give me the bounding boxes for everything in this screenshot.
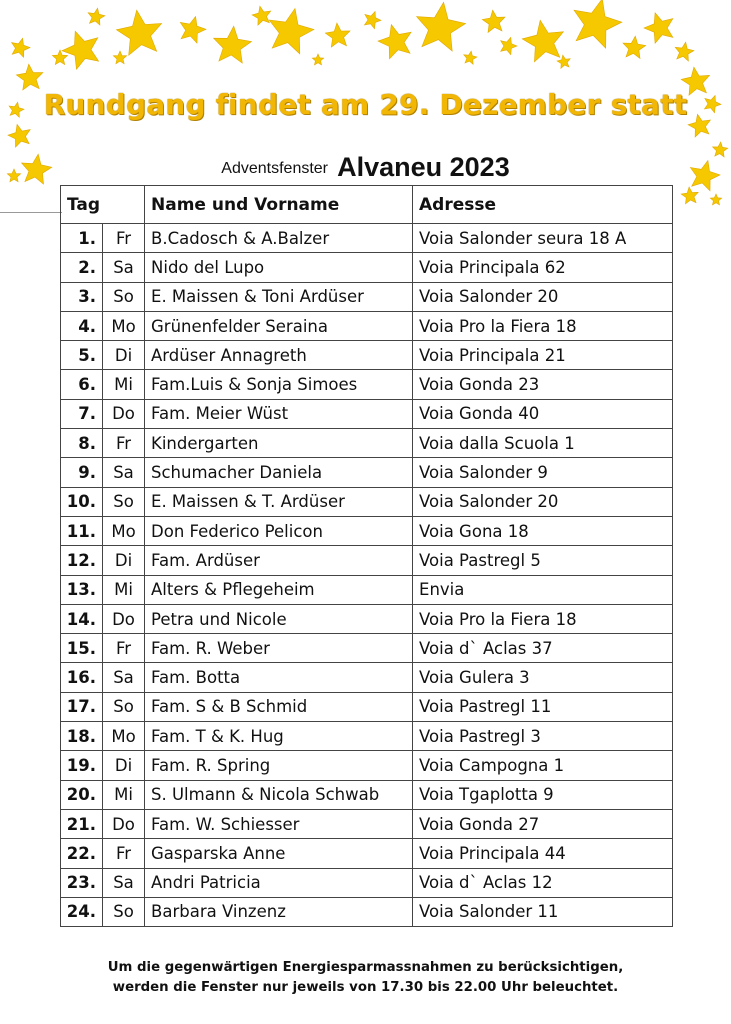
- weekday: Di: [103, 546, 145, 575]
- star-icon: [269, 9, 314, 54]
- star-icon: [574, 0, 622, 48]
- weekday: Sa: [103, 458, 145, 487]
- day-number: 3.: [61, 282, 103, 311]
- star-icon: [710, 194, 721, 205]
- host-name: Fam. Ardüser: [145, 546, 413, 575]
- host-address: Voia Salonder 20: [413, 487, 673, 516]
- subtitle-prefix: Adventsfenster: [221, 160, 329, 177]
- star-icon: [180, 17, 206, 44]
- host-address: Voia Pastregl 5: [413, 546, 673, 575]
- host-address: Voia Tgaplotta 9: [413, 780, 673, 809]
- weekday: Fr: [103, 429, 145, 458]
- day-number: 16.: [61, 663, 103, 692]
- star-icon: [62, 31, 99, 69]
- host-address: Voia Gonda 27: [413, 809, 673, 838]
- host-address: Voia dalla Scuola 1: [413, 429, 673, 458]
- header-name: Name und Vorname: [145, 186, 413, 224]
- host-address: Voia d` Aclas 37: [413, 634, 673, 663]
- host-name: Fam. T & K. Hug: [145, 722, 413, 751]
- footer-note: [0, 958, 731, 998]
- table-row: [61, 809, 673, 838]
- day-number: 18.: [61, 722, 103, 751]
- weekday: Fr: [103, 224, 145, 253]
- host-name: Don Federico Pelicon: [145, 516, 413, 545]
- star-icon: [365, 12, 382, 29]
- table-row: [61, 546, 673, 575]
- table-row: [61, 370, 673, 399]
- host-address: Envia: [413, 575, 673, 604]
- day-number: 9.: [61, 458, 103, 487]
- table-row: [61, 341, 673, 370]
- host-address: Voia Pastregl 3: [413, 722, 673, 751]
- day-number: 12.: [61, 546, 103, 575]
- star-icon: [8, 124, 30, 147]
- star-icon: [16, 64, 43, 90]
- weekday: So: [103, 282, 145, 311]
- weekday: Mi: [103, 370, 145, 399]
- day-number: 17.: [61, 692, 103, 721]
- host-address: Voia Pastregl 11: [413, 692, 673, 721]
- host-name: Fam. Botta: [145, 663, 413, 692]
- day-number: 10.: [61, 487, 103, 516]
- star-icon: [681, 187, 698, 204]
- day-number: 19.: [61, 751, 103, 780]
- weekday: So: [103, 487, 145, 516]
- table-header-row: [61, 186, 673, 224]
- host-address: Voia Pro la Fiera 18: [413, 311, 673, 340]
- table-row: [61, 663, 673, 692]
- star-icon: [644, 13, 673, 43]
- star-icon: [113, 51, 126, 64]
- header-address: Adresse: [413, 186, 673, 224]
- star-icon: [88, 8, 105, 25]
- table-row: [61, 253, 673, 282]
- weekday: So: [103, 897, 145, 926]
- weekday: Sa: [103, 253, 145, 282]
- host-address: Voia Gonda 40: [413, 399, 673, 428]
- table-row: [61, 487, 673, 516]
- table-row: [61, 282, 673, 311]
- host-name: Fam. Meier Wüst: [145, 399, 413, 428]
- host-name: Ardüser Annagreth: [145, 341, 413, 370]
- host-address: Voia Salonder 11: [413, 897, 673, 926]
- star-icon: [325, 23, 350, 47]
- host-name: B.Cadosch & A.Balzer: [145, 224, 413, 253]
- host-address: Voia Salonder 20: [413, 282, 673, 311]
- host-name: Andri Patricia: [145, 868, 413, 897]
- host-name: Grünenfelder Seraina: [145, 311, 413, 340]
- host-name: Fam.Luis & Sonja Simoes: [145, 370, 413, 399]
- weekday: Fr: [103, 634, 145, 663]
- page-title: [0, 152, 731, 183]
- table-row: [61, 839, 673, 868]
- star-icon: [252, 6, 271, 25]
- host-address: Voia Salonder seura 18 A: [413, 224, 673, 253]
- weekday: Mi: [103, 780, 145, 809]
- host-name: Schumacher Daniela: [145, 458, 413, 487]
- star-icon: [464, 51, 477, 64]
- table-row: [61, 224, 673, 253]
- day-number: 1.: [61, 224, 103, 253]
- footer-line-1: Um die gegenwärtigen Energiesparmassnahmen zu berücksichtigen,: [107, 960, 624, 975]
- star-icon: [417, 2, 466, 51]
- day-number: 11.: [61, 516, 103, 545]
- footer-line-2: werden die Fenster nur jeweils von 17.30 bis 22.00 Uhr beleuchtet.: [112, 980, 619, 995]
- day-number: 2.: [61, 253, 103, 282]
- weekday: Mo: [103, 516, 145, 545]
- host-name: Fam. R. Weber: [145, 634, 413, 663]
- day-number: 4.: [61, 311, 103, 340]
- day-number: 20.: [61, 780, 103, 809]
- weekday: Mo: [103, 722, 145, 751]
- host-address: Voia Gulera 3: [413, 663, 673, 692]
- divider-line: [0, 212, 62, 213]
- table-row: [61, 634, 673, 663]
- table-row: [61, 604, 673, 633]
- host-name: Petra und Nicole: [145, 604, 413, 633]
- host-address: Voia Principala 21: [413, 341, 673, 370]
- star-icon: [482, 10, 505, 32]
- host-name: Gasparska Anne: [145, 839, 413, 868]
- weekday: Do: [103, 604, 145, 633]
- host-name: Fam. S & B Schmid: [145, 692, 413, 721]
- day-number: 14.: [61, 604, 103, 633]
- headline: Rundgang findet am 29. Dezember statt: [43, 88, 688, 121]
- star-icon: [116, 10, 161, 55]
- host-name: E. Maissen & T. Ardüser: [145, 487, 413, 516]
- host-name: Kindergarten: [145, 429, 413, 458]
- host-name: Alters & Pflegeheim: [145, 575, 413, 604]
- host-address: Voia Pro la Fiera 18: [413, 604, 673, 633]
- day-number: 15.: [61, 634, 103, 663]
- host-address: Voia Principala 44: [413, 839, 673, 868]
- host-name: Nido del Lupo: [145, 253, 413, 282]
- star-icon: [12, 38, 30, 57]
- day-number: 8.: [61, 429, 103, 458]
- table-row: [61, 575, 673, 604]
- host-address: Voia Gonda 23: [413, 370, 673, 399]
- weekday: Sa: [103, 663, 145, 692]
- weekday: So: [103, 692, 145, 721]
- table-row: [61, 751, 673, 780]
- table-row: [61, 897, 673, 926]
- weekday: Mi: [103, 575, 145, 604]
- day-number: 6.: [61, 370, 103, 399]
- advent-schedule-table: [60, 185, 673, 927]
- header-tag: Tag: [61, 186, 145, 224]
- table-row: [61, 458, 673, 487]
- star-icon: [312, 54, 323, 65]
- weekday: Do: [103, 399, 145, 428]
- weekday: Di: [103, 341, 145, 370]
- host-address: Voia d` Aclas 12: [413, 868, 673, 897]
- day-number: 5.: [61, 341, 103, 370]
- host-address: Voia Principala 62: [413, 253, 673, 282]
- host-address: Voia Gona 18: [413, 516, 673, 545]
- table-row: [61, 429, 673, 458]
- table-row: [61, 311, 673, 340]
- day-number: 21.: [61, 809, 103, 838]
- host-name: Fam. R. Spring: [145, 751, 413, 780]
- weekday: Fr: [103, 839, 145, 868]
- weekday: Do: [103, 809, 145, 838]
- host-name: Fam. W. Schiesser: [145, 809, 413, 838]
- day-number: 24.: [61, 897, 103, 926]
- table-row: [61, 780, 673, 809]
- star-icon: [623, 36, 646, 58]
- host-name: E. Maissen & Toni Ardüser: [145, 282, 413, 311]
- weekday: Di: [103, 751, 145, 780]
- star-icon: [501, 37, 517, 54]
- day-number: 13.: [61, 575, 103, 604]
- table-row: [61, 722, 673, 751]
- host-address: Voia Salonder 9: [413, 458, 673, 487]
- host-address: Voia Campogna 1: [413, 751, 673, 780]
- weekday: Sa: [103, 868, 145, 897]
- day-number: 7.: [61, 399, 103, 428]
- table-row: [61, 868, 673, 897]
- star-icon: [675, 42, 694, 61]
- host-name: Barbara Vinzenz: [145, 897, 413, 926]
- weekday: Mo: [103, 311, 145, 340]
- host-name: S. Ulmann & Nicola Schwab: [145, 780, 413, 809]
- star-icon: [522, 20, 563, 62]
- table-row: [61, 692, 673, 721]
- day-number: 22.: [61, 839, 103, 868]
- star-icon: [214, 26, 252, 63]
- table-row: [61, 399, 673, 428]
- table-row: [61, 516, 673, 545]
- subtitle-main: Alvaneu 2023: [337, 152, 510, 182]
- star-icon: [378, 25, 411, 59]
- day-number: 23.: [61, 868, 103, 897]
